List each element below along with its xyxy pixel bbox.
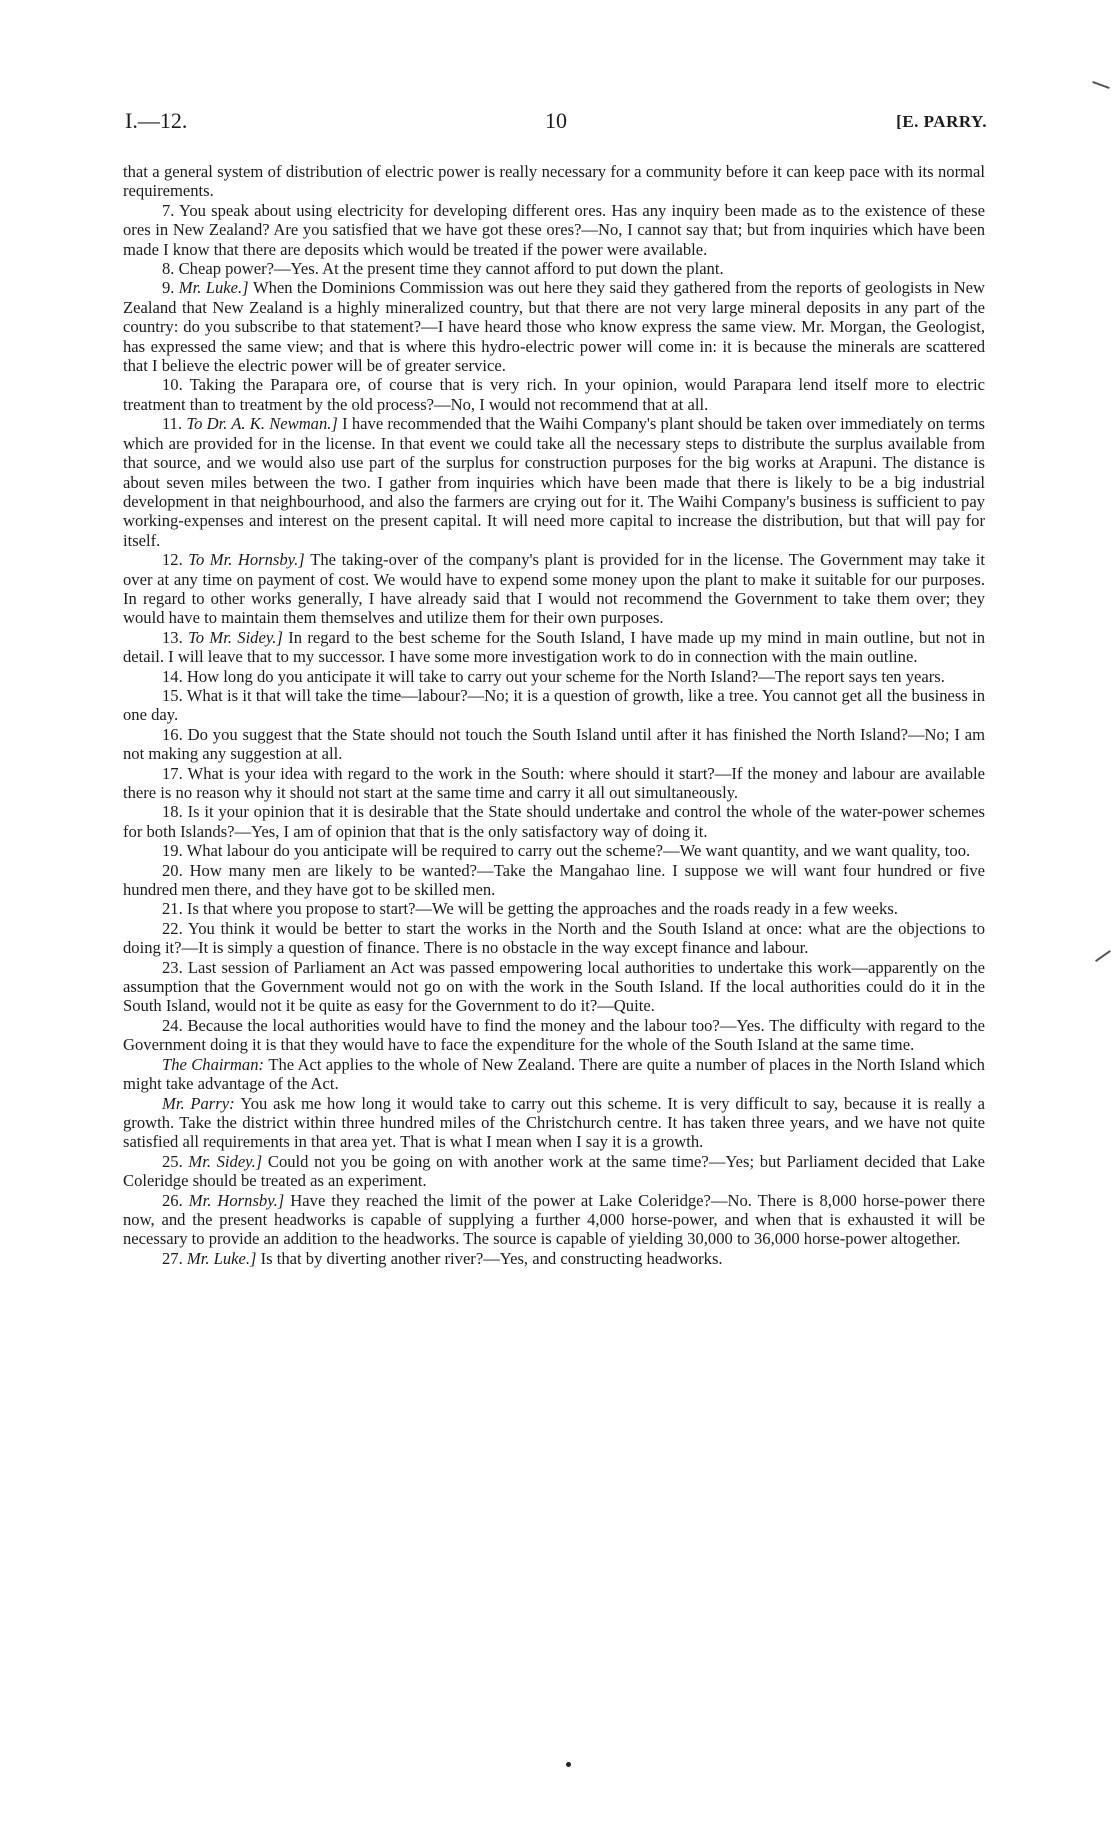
- paragraph: [123, 278, 985, 375]
- paragraph-text: Is that by diverting another river?—Yes, and constructing headworks.: [260, 1248, 723, 1268]
- paragraph: [123, 375, 985, 414]
- paragraph: [123, 899, 985, 918]
- question-number: 22.: [162, 918, 188, 938]
- paragraph: [123, 259, 985, 278]
- paragraph-text: Cheap power?—Yes. At the present time they cannot afford to put down the plant.: [178, 259, 724, 279]
- paragraph-text: Taking the Parapara ore, of course that is very rich. In your opinion, would Parapara lend itself more to electric treatment than to treatment by the old process?—No, I would not recommend that at all.: [123, 375, 985, 414]
- footer-mark: [566, 1762, 571, 1767]
- paragraph: [123, 802, 985, 841]
- scan-mark: [1092, 81, 1110, 89]
- question-number: 23.: [162, 957, 188, 977]
- document-reference: I.—12.: [125, 108, 188, 133]
- question-number: 10.: [162, 375, 190, 395]
- speaker-label: To Mr. Hornsby.]: [188, 550, 311, 570]
- speaker-label: To Dr. A. K. Newman.]: [186, 414, 343, 434]
- question-number: 9.: [162, 278, 179, 298]
- speaker-label: The Chairman:: [162, 1054, 269, 1074]
- paragraph: [123, 1249, 985, 1268]
- paragraph: [123, 686, 985, 725]
- paragraph-text: The taking-over of the company's plant is provided for in the license. The Government may take it over at any time on payment of cost. We would have to expend some money upon the plant to make it suitable for our purposes. In regard to other works generally, I have already said that I would not recommend the Government to take them over; they would have to maintain them themselves and utilize them for their own purposes.: [123, 550, 985, 628]
- question-number: 17.: [162, 763, 188, 783]
- page-header: [125, 108, 987, 144]
- question-number: 16.: [162, 724, 188, 744]
- paragraph: [123, 919, 985, 958]
- paragraph-text: How many men are likely to be wanted?—Take the Mangahao line. I suppose we will want four hundred or five hundred men there, and they have got to be skilled men.: [123, 860, 985, 900]
- paragraph: [123, 201, 985, 259]
- paragraph-text: You think it would be better to start the works in the North and the South Island at once: what are the objections to doing it?—It is simply a question of finance. There is no obstacle in the way except finance and labour.: [123, 918, 985, 958]
- paragraph-text: How long do you anticipate it will take to carry out your scheme for the North Island?—The report says ten years.: [186, 666, 945, 686]
- speaker-label: Mr. Luke.]: [178, 278, 253, 298]
- paragraph-text: that a general system of distribution of electric power is really necessary for a community before it can keep pace with its normal requirements.: [123, 162, 985, 201]
- document-body: [123, 162, 985, 1268]
- question-number: 8.: [162, 259, 179, 279]
- question-number: 19.: [162, 841, 187, 861]
- question-number: 7.: [162, 200, 180, 220]
- paragraph-text: Last session of Parliament an Act was passed empowering local authorities to undertake this work—apparently on the assumption that the Government would not go on with the work in the South Island. If the local authorities could do it in the South Island, would not it be quite as easy for the Government to do it?—Quite.: [123, 957, 985, 1016]
- paragraph: [123, 725, 985, 764]
- question-number: 26.: [162, 1190, 189, 1210]
- question-number: 25.: [162, 1151, 189, 1171]
- paragraph-text: What is it that will take the time—labour?—No; it is a question of growth, like a tree. You cannot get all the business in one day.: [123, 685, 986, 725]
- paragraph: [123, 841, 985, 860]
- speaker-label: Mr. Luke.]: [186, 1248, 261, 1268]
- paragraph: [123, 628, 985, 667]
- scan-mark: [1095, 950, 1111, 962]
- paragraph: [123, 861, 985, 900]
- page-number: 10: [545, 108, 567, 133]
- paragraph-text: Is that where you propose to start?—We will be getting the approaches and the roads ready in a few weeks.: [186, 899, 898, 919]
- question-number: 21.: [162, 899, 187, 919]
- paragraph: [123, 550, 985, 628]
- paragraph: [123, 1152, 985, 1191]
- question-number: 20.: [162, 860, 190, 880]
- question-number: 11.: [162, 414, 187, 434]
- paragraph: [123, 1191, 985, 1249]
- paragraph-text: You ask me how long it would take to carry out this scheme. It is very difficult to say, because it is really a growth. Take the district within three hundred miles of the Christchurch centre. It has taken three years, and we have not quite satisfied all requirements in that area yet. That is what I mean when I say it is a growth.: [123, 1093, 985, 1152]
- speaker-label: To Mr. Sidey.]: [188, 627, 289, 647]
- speaker-label: Mr. Hornsby.]: [188, 1190, 291, 1210]
- paragraph-text: What is your idea with regard to the work in the South: where should it start?—If the money and labour are available there is no reason why it should not start at the same time and carry it all out simultaneously.: [123, 763, 985, 802]
- question-number: 13.: [162, 627, 189, 647]
- question-number: 24.: [162, 1015, 188, 1035]
- paragraph-text: Have they reached the limit of the power at Lake Coleridge?—No. There is 8,000 horse-power there now, and the present headworks is capable of supplying a further 4,000 horse-power, and when that is exhausted it will be necessary to provide an addition to the headworks. The source is capable of yielding 30,000 to 36,000 horse-power altogether.: [123, 1190, 986, 1249]
- speaker-label: Mr. Sidey.]: [188, 1151, 268, 1171]
- question-number: 15.: [162, 685, 187, 705]
- paragraph-text: The Act applies to the whole of New Zealand. There are quite a number of places in the North Island which might take advantage of the Act.: [123, 1054, 985, 1094]
- paragraph: [123, 1055, 985, 1094]
- speaker-label: Mr. Parry:: [162, 1093, 241, 1113]
- paragraph-text: When the Dominions Commission was out here they said they gathered from the reports of geologists in New Zealand that New Zealand is a highly mineralized country, but that there are not very large mineral deposits in any part of the country: do you subscribe to that statement?—I have heard those who know express the same view. Mr. Morgan, the Geologist, has expressed the same view; and that is where this hydro-electric power will come in: it is because the minerals are scattered that I believe the electric power will be of greater service.: [123, 278, 985, 376]
- witness-name: [E. PARRY.: [896, 112, 987, 131]
- paragraph: [123, 162, 985, 201]
- paragraph-text: Do you suggest that the State should not touch the South Island until after it has finished the North Island?—No; I am not making any suggestion at all.: [123, 724, 985, 764]
- paragraph-text: Is it your opinion that it is desirable that the State should undertake and control the whole of the water-power schemes for both Islands?—Yes, I am of opinion that that is the only satisfactory way of doing it.: [123, 802, 986, 841]
- paragraph-text: What labour do you anticipate will be required to carry out the scheme?—We want quantity, and we want quality, too.: [186, 841, 971, 861]
- paragraph: [123, 1094, 985, 1152]
- question-number: 14.: [162, 666, 187, 686]
- paragraph: [123, 764, 985, 803]
- paragraph-text: You speak about using electricity for developing different ores. Has any inquiry been made as to the existence of these ores in New Zealand? Are you satisfied that we have got these ores?—No, I cannot say that; but from inquiries which have been made I know that there are deposits which would be treated if the power were available.: [123, 200, 985, 259]
- question-number: 18.: [162, 802, 188, 822]
- question-number: 12.: [162, 550, 189, 570]
- paragraph-text: I have recommended that the Waihi Company's plant should be taken over immediately on terms which are provided for in the license. In that event we could take all the necessary steps to distribute the surplus available from that source, and we would also use part of the surplus for construction purposes for the big works at Arapuni. The distance is about seven miles between the two. I gather from inquiries which have been made that there is likely to be a big industrial development in that neighbourhood, and also the farmers are crying out for it. The Waihi Company's business is sufficient to pay working-expenses and interest on the present capital. It will need more capital to increase the distribution, but that will pay for itself.: [123, 414, 985, 550]
- paragraph-text: Because the local authorities would have to find the money and the labour too?—Yes. The difficulty with regard to the Government doing it is that they would have to face the expenditure for the whole of the South Island at the same time.: [123, 1015, 985, 1055]
- paragraph-text: Could not you be going on with another work at the same time?—Yes; but Parliament decided that Lake Coleridge should be treated as an experiment.: [123, 1151, 986, 1191]
- question-number: 27.: [162, 1248, 187, 1268]
- paragraph: [123, 1016, 985, 1055]
- paragraph: [123, 414, 985, 550]
- paragraph: [123, 958, 985, 1016]
- paragraph: [123, 667, 985, 686]
- paragraph-text: In regard to the best scheme for the South Island, I have made up my mind in main outline, but not in detail. I will leave that to my successor. I have some more investigation work to do in connection with the main outline.: [123, 627, 985, 667]
